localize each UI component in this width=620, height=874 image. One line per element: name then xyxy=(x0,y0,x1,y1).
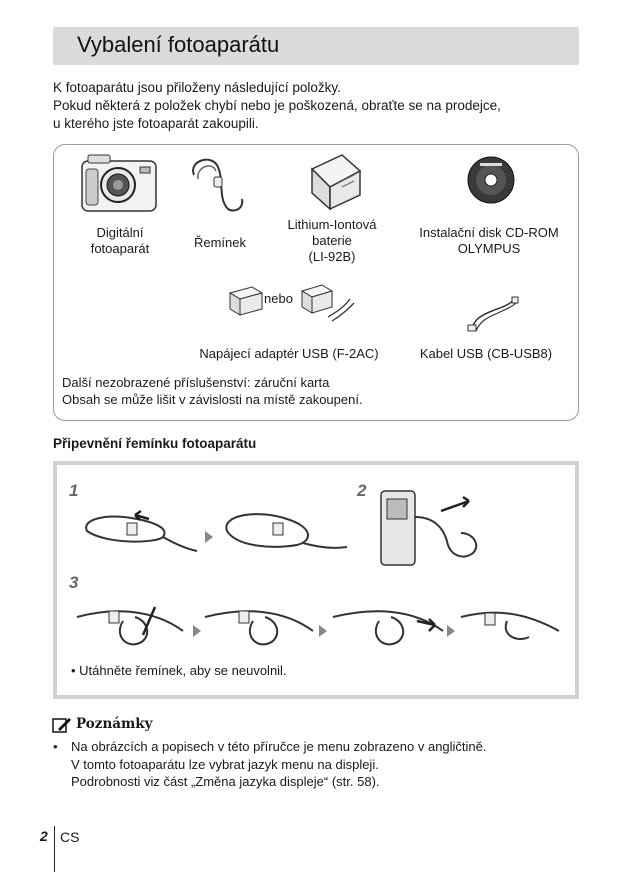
contents-item: Lithium-Iontová baterie (LI-92B) xyxy=(287,217,377,264)
title-bar xyxy=(53,27,579,65)
intro-line: Pokud některá z položek chybí nebo je poškozená, obraťte se na prodejce, xyxy=(53,98,501,113)
contents-item: Instalační disk CD-ROM OLYMPUS xyxy=(419,225,559,256)
section-heading: Připevnění řemínku fotoaparátu xyxy=(53,436,257,451)
strap-instructions-box xyxy=(53,461,579,699)
contents-item: Řemínek xyxy=(193,235,247,250)
or-label: nebo xyxy=(264,291,293,306)
step-number: 1 xyxy=(69,481,79,500)
cd-rom-icon xyxy=(466,155,516,205)
intro-line: K fotoaparátu jsou přiloženy následující položky. xyxy=(53,80,341,95)
page-title: Vybalení fotoaparátu xyxy=(77,32,280,57)
contents-item: Digitální fotoaparát xyxy=(90,225,150,256)
note-line: Na obrázcích a popisech v této příručce je menu zobrazeno v angličtině. xyxy=(71,739,487,754)
usb-adapter-icon xyxy=(298,281,358,325)
usb-adapter-icon xyxy=(226,283,266,317)
notes-bullet: • xyxy=(53,739,58,754)
notes-heading: Poznámky xyxy=(76,716,153,732)
camera-icon xyxy=(78,151,160,215)
notes-pencil-icon xyxy=(52,716,72,734)
strap-icon xyxy=(188,155,250,213)
page-number: 2 xyxy=(40,828,48,844)
package-contents-box xyxy=(53,144,579,421)
contents-item: Napájecí adaptér USB (F-2AC) xyxy=(199,346,379,361)
step-number: 3 xyxy=(69,573,79,592)
intro-line: u kterého jste fotoaparát zakoupili. xyxy=(53,116,259,131)
step-number: 2 xyxy=(357,481,367,500)
page-number-divider xyxy=(54,826,55,872)
note-line: V tomto fotoaparátu lze vybrat jazyk menu na displeji. xyxy=(71,756,379,772)
strap-step1-illustration xyxy=(77,501,367,565)
usb-cable-icon xyxy=(464,295,520,335)
notes-body xyxy=(53,738,487,791)
language-code: CS xyxy=(60,829,80,845)
battery-icon xyxy=(302,151,362,213)
strap-tip: • Utáhněte řemínek, aby se neuvolnil. xyxy=(71,663,287,678)
strap-step2-illustration xyxy=(377,487,497,571)
contents-item: Kabel USB (CB-USB8) xyxy=(419,346,553,361)
intro-text xyxy=(53,79,583,133)
strap-step3-illustration xyxy=(73,591,563,657)
contents-note: Další nezobrazené příslušenství: záruční karta Obsah se může lišit v závislosti na místě zakoupení. xyxy=(62,375,363,407)
note-line: Podrobnosti viz část „Změna jazyka displeje“ (str. 58). xyxy=(71,774,380,789)
